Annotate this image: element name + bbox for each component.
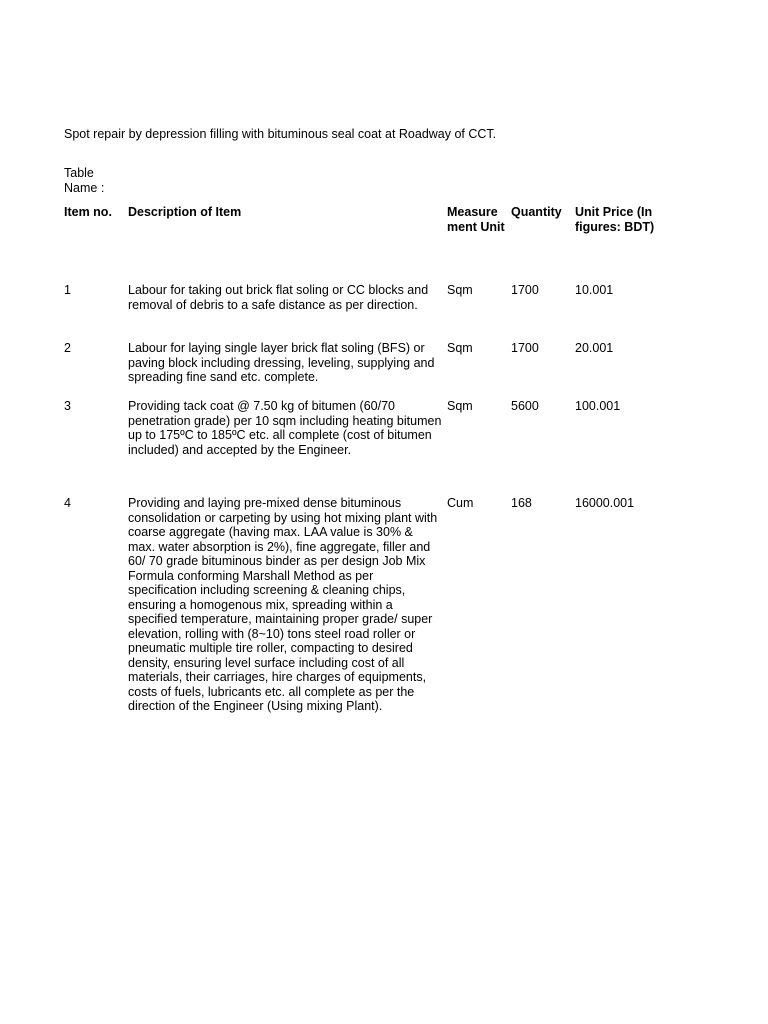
header-description: Description of Item — [128, 205, 242, 219]
row-unit-price: 100.001 — [575, 399, 621, 413]
header-measurement-unit: Measure ment Unit — [447, 205, 505, 234]
row-quantity: 1700 — [511, 283, 539, 297]
row-unit: Sqm — [447, 399, 473, 413]
header-unit-price: Unit Price (In figures: BDT) — [575, 205, 655, 234]
row-item-no: 2 — [64, 341, 71, 355]
row-item-no: 1 — [64, 283, 71, 297]
row-description: Labour for laying single layer brick flat soling (BFS) or paving block including dressing, leveling, supplying and spreading fine sand etc. complete. — [128, 341, 435, 384]
header-quantity: Quantity — [511, 205, 562, 219]
row-description: Labour for taking out brick flat soling or CC blocks and removal of debris to a safe distance as per direction. — [128, 283, 429, 312]
row-unit-price: 16000.001 — [575, 496, 635, 510]
row-unit: Sqm — [447, 283, 473, 297]
row-quantity: 168 — [511, 496, 532, 510]
document-title: Spot repair by depression filling with bituminous seal coat at Roadway of CCT. — [64, 127, 497, 141]
row-quantity: 1700 — [511, 341, 539, 355]
row-unit: Sqm — [447, 341, 473, 355]
table-name-label: Table Name : — [64, 166, 105, 195]
row-item-no: 3 — [64, 399, 71, 413]
row-description: Providing tack coat @ 7.50 kg of bitumen (60/70 penetration grade) per 10 sqm including heating bitumen up to 175ºC to 185ºC etc. all complete (cost of bitumen included) and accepted by the Engineer. — [128, 399, 442, 457]
header-item-no: Item no. — [64, 205, 112, 219]
row-unit: Cum — [447, 496, 474, 510]
row-unit-price: 10.001 — [575, 283, 614, 297]
row-quantity: 5600 — [511, 399, 539, 413]
row-item-no: 4 — [64, 496, 71, 510]
row-description: Providing and laying pre-mixed dense bituminous consolidation or carpeting by using hot mixing plant with coarse aggregate (having max. LAA value is 30% & max. water absorption is 2%), fine aggregate, filler and 60/ 70 grade bituminous binder as per design Job Mix Formula conforming Marshall Method as per specification including screening & cleaning chips, ensuring a homogenous mix, spreading within a specified temperature, maintaining proper grade/ super elevation, rolling with (8~10) tons steel road roller or pneumatic multiple tire roller, compacting to desired density, ensuring level surface including cost of all materials, their carriages, hire charges of equipments, costs of fuels, lubricants etc. all complete as per the direction of the Engineer (Using mixing Plant). — [128, 496, 438, 713]
row-unit-price: 20.001 — [575, 341, 614, 355]
